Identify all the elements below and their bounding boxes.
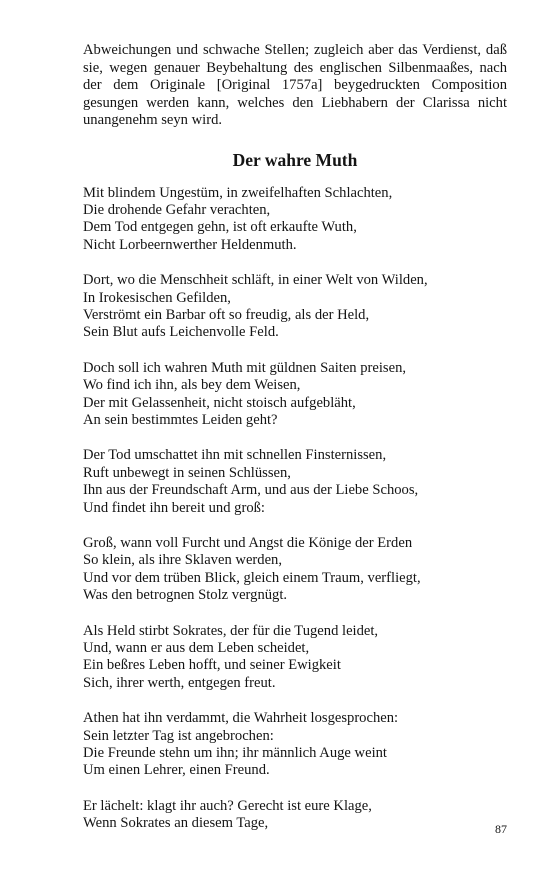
- verse-line: Groß, wann voll Furcht und Angst die Könige der Erden: [83, 535, 413, 551]
- stanza-1: [83, 185, 507, 255]
- verse-line: Nicht Lorbeernwerther Heldenmuth.: [83, 236, 297, 253]
- verse-line: Der mit Gelassenheit, nicht stoisch aufgebläht,: [83, 394, 356, 411]
- verse-line: Der Tod umschattet ihn mit schnellen Finsternissen,: [83, 447, 387, 464]
- verse-line: Was den betrognen Stolz vergnügt.: [83, 587, 288, 604]
- verse-line: Sein letzter Tag ist angebrochen:: [83, 727, 274, 744]
- verse-line: Mit blindem Ungestüm, in zweifelhaften Schlachten,: [83, 184, 393, 201]
- verse-line: Er lächelt: klagt ihr auch? Gerecht ist eure Klage,: [83, 797, 372, 814]
- verse-line: Und vor dem trüben Blick, gleich einem Traum, verfliegt,: [83, 569, 421, 586]
- stanza-5: [83, 535, 507, 605]
- verse-line: Athen hat ihn verdammt, die Wahrheit losgesprochen:: [83, 710, 399, 727]
- stanza-7: [83, 710, 507, 780]
- stanza-2: [83, 272, 507, 342]
- stanza-8: [83, 798, 507, 833]
- verse-line: In Irokesischen Gefilden,: [83, 289, 231, 306]
- verse-line: Und findet ihn bereit und groß:: [83, 499, 265, 516]
- verse-line: Wenn Sokrates an diesem Tage,: [83, 815, 269, 832]
- verse-line: Um einen Lehrer, einen Freund.: [83, 762, 270, 779]
- verse-line: Und, wann er aus dem Leben scheidet,: [83, 640, 310, 657]
- stanza-4: [83, 447, 507, 517]
- verse-line: Verströmt ein Barbar oft so freudig, als der Held,: [83, 306, 370, 323]
- poem-body: [83, 185, 507, 833]
- verse-line: Dort, wo die Menschheit schläft, in einer Welt von Wilden,: [83, 272, 428, 289]
- verse-line: Sich, ihrer werth, entgegen freut.: [83, 674, 276, 691]
- verse-line: Sein Blut aufs Leichenvolle Feld.: [83, 324, 279, 341]
- poem-title: Der wahre Muth: [232, 149, 358, 170]
- verse-line: So klein, als ihre Sklaven werden,: [83, 552, 282, 569]
- verse-line: Dem Tod entgegen gehn, ist oft erkaufte Wuth,: [83, 219, 357, 236]
- page-number: 87: [495, 822, 507, 836]
- stanza-6: [83, 623, 507, 693]
- verse-line: Die Freunde stehn um ihn; ihr männlich Auge weint: [83, 745, 387, 762]
- verse-line: Wo find ich ihn, als bey dem Weisen,: [83, 377, 301, 394]
- verse-line: Ein beßres Leben hofft, und seiner Ewigkeit: [83, 657, 341, 674]
- verse-line: Ruft unbewegt in seinen Schlüssen,: [83, 464, 291, 481]
- verse-line: Als Held stirbt Sokrates, der für die Tugend leidet,: [83, 622, 379, 639]
- intro-paragraph: Abweichungen und schwache Stellen; zugleich aber das Verdienst, daß sie, wegen genauer Beybehaltung des englischen Silbenmaaßes, nach der dem Originale [Original 1757a] beygedruckten Composition gesungen werden kann, welches den Liebhabern der Clarissa nicht unangenehm seyn wird.: [83, 42, 507, 128]
- stanza-3: [83, 360, 507, 430]
- page-content: [83, 42, 507, 851]
- verse-line: Ihn aus der Freundschaft Arm, und aus der Liebe Schoos,: [83, 482, 419, 499]
- verse-line: An sein bestimmtes Leiden geht?: [83, 411, 278, 428]
- verse-line: Die drohende Gefahr verachten,: [83, 201, 271, 218]
- verse-line: Doch soll ich wahren Muth mit güldnen Saiten preisen,: [83, 359, 407, 376]
